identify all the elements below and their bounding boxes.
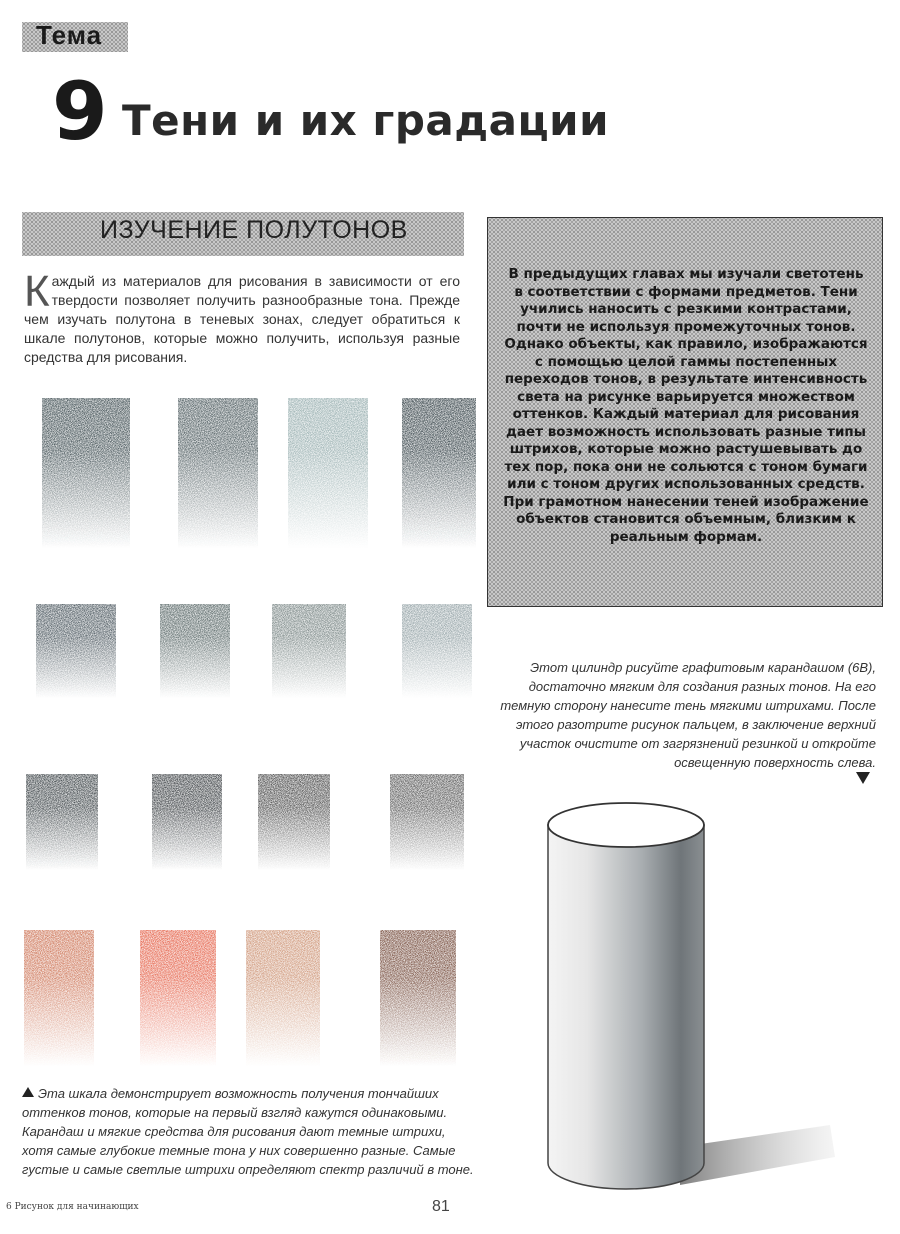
cylinder-top-ellipse [548, 803, 704, 847]
tone-swatch [26, 774, 98, 870]
scale-caption [22, 1084, 474, 1179]
tone-swatch [272, 604, 346, 698]
intro-dropcap: К [24, 267, 50, 316]
tone-swatch [160, 604, 230, 698]
tone-swatch [380, 930, 456, 1066]
footer-book-title: 6 Рисунок для начинающих [6, 1202, 139, 1212]
chapter-number: 9 [52, 65, 108, 158]
page-number: 81 [432, 1198, 450, 1215]
tone-swatch [390, 774, 464, 870]
arrow-up-icon [22, 1087, 34, 1097]
tone-swatch [246, 930, 320, 1066]
tema-label: Тема [36, 20, 103, 50]
cylinder-caption: Этот цилиндр рисуйте графитовым карандашом (6B), достаточно мягким для создания разных тонов. На его темную сторону нанесите тень мягкими штрихами. После этого разотрите рисунок пальцем, в заключение верхний участок очистите от загрязнений резинкой и откройте освещенную поверхность слева. [500, 660, 876, 770]
section-heading: ИЗУЧЕНИЕ ПОЛУТОНОВ [100, 216, 408, 244]
tone-swatch [24, 930, 94, 1066]
sidebar-box-text: В предыдущих главах мы изучали светотень в соответствии с формами предметов. Тени учились наносить с резкими контрастами, почти не используя промежуточных тонов. Однако объекты, как правило, изображаются с помощью целой гаммы постепенных переходов тонов, в результате интенсивность света на рисунке варьируется множеством оттенков. Каждый материал для рисования дает возможность использовать разные типы штрихов, которые можно растушевывать до тех пор, пока они не сольются с тоном бумаги или с тоном других использованных средств. При грамотном нанесении теней изображение объектов становится объемным, близким к реальным формам. [503, 266, 869, 545]
swatch-group [24, 398, 476, 1066]
tone-swatch [42, 398, 130, 548]
tone-swatch [152, 774, 222, 870]
tone-swatch [178, 398, 258, 548]
chapter-title: Тени и их градации [122, 96, 609, 145]
tone-swatch [258, 774, 330, 870]
tone-swatch [140, 930, 216, 1066]
tone-swatch [288, 398, 368, 548]
cylinder-illustration [530, 795, 850, 1195]
tone-swatch [402, 398, 476, 548]
tone-swatch [36, 604, 116, 698]
arrow-down-icon [856, 772, 870, 784]
cylinder-body [548, 825, 704, 1189]
tone-swatch [402, 604, 472, 698]
intro-text: аждый из материалов для рисования в зависимости от его твердости позволяет получить разнообразные тона. Прежде чем изучать полутона в теневых зонах, следует обратиться к шкале полутонов, которые можно получить, используя разные средства для рисования. [24, 273, 460, 365]
scale-caption-text: Эта шкала демонстрирует возможность получения тончайших оттенков тонов, которые на первый взгляд кажутся одинаковыми. Карандаш и мягкие средства для рисования дают темные штрихи, хотя самые глубокие темные тона у них совершенно разные. Самые густые и самые светлые штрихи определяют спектр различий в тоне. [22, 1086, 474, 1177]
